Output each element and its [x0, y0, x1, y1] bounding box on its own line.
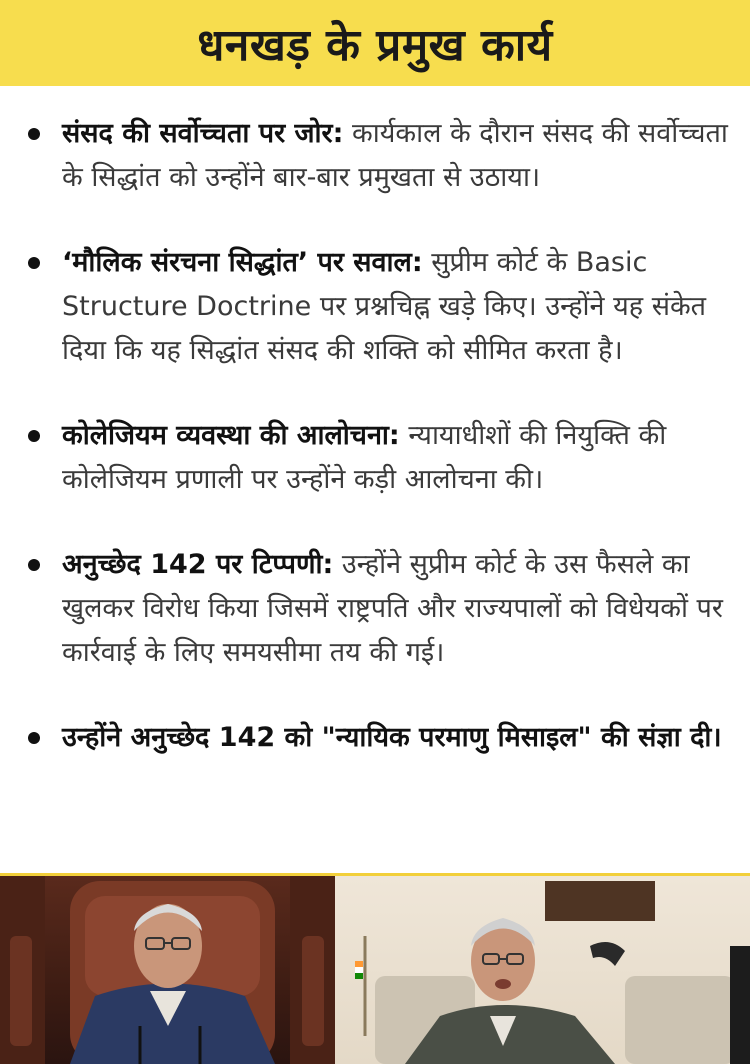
left-photo	[0, 876, 335, 1064]
bullet-dot-icon	[28, 732, 40, 744]
bullet-dot-icon	[28, 128, 40, 140]
list-item	[0, 241, 750, 373]
photo-strip	[0, 873, 750, 1064]
bullet-lead: उन्होंने अनुच्छेद 142 को "न्यायिक परमाणु मिसाइल" की संज्ञा दी।	[62, 722, 722, 753]
bullet-lead: अनुच्छेद 142 पर टिप्पणी:	[62, 549, 334, 580]
list-item	[0, 716, 750, 760]
page-title: धनखड़ के प्रमुख कार्य	[197, 20, 553, 71]
speaking-person-photo-illustration	[335, 876, 750, 1064]
title-banner	[0, 0, 750, 86]
bullet-lead: ‘मौलिक संरचना सिद्धांत’ पर सवाल:	[62, 247, 423, 278]
seated-person-photo-illustration	[0, 876, 335, 1064]
bullet-text: न्यायाधीशों की नियुक्ति की कोलेजियम प्रणाली पर उन्होंने कड़ी आलोचना की।	[62, 420, 667, 495]
bullet-list	[0, 112, 750, 801]
bullet-lead: संसद की सर्वोच्चता पर जोर:	[62, 118, 344, 149]
list-item	[0, 543, 750, 675]
bullet-dot-icon	[28, 430, 40, 442]
bullet-text: सुप्रीम कोर्ट के Basic Structure Doctrine पर प्रश्नचिह्न खड़े किए। उन्होंने यह संकेत दिया कि यह सिद्धांत संसद की शक्ति को सीमित करता है।	[62, 247, 707, 366]
bullet-text: उन्होंने सुप्रीम कोर्ट के उस फैसले का खुलकर विरोध किया जिसमें राष्ट्रपति और राज्यपालों को विधेयकों पर कार्रवाई के लिए समयसीमा तय की गई।	[62, 549, 723, 668]
bullet-dot-icon	[28, 257, 40, 269]
list-item	[0, 112, 750, 200]
bullet-text: कार्यकाल के दौरान संसद की सर्वोच्चता के सिद्धांत को उन्होंने बार-बार प्रमुखता से उठाया।	[62, 118, 728, 193]
right-photo	[335, 876, 750, 1064]
bullet-dot-icon	[28, 559, 40, 571]
list-item	[0, 414, 750, 502]
bullet-lead: कोलेजियम व्यवस्था की आलोचना:	[62, 420, 400, 451]
